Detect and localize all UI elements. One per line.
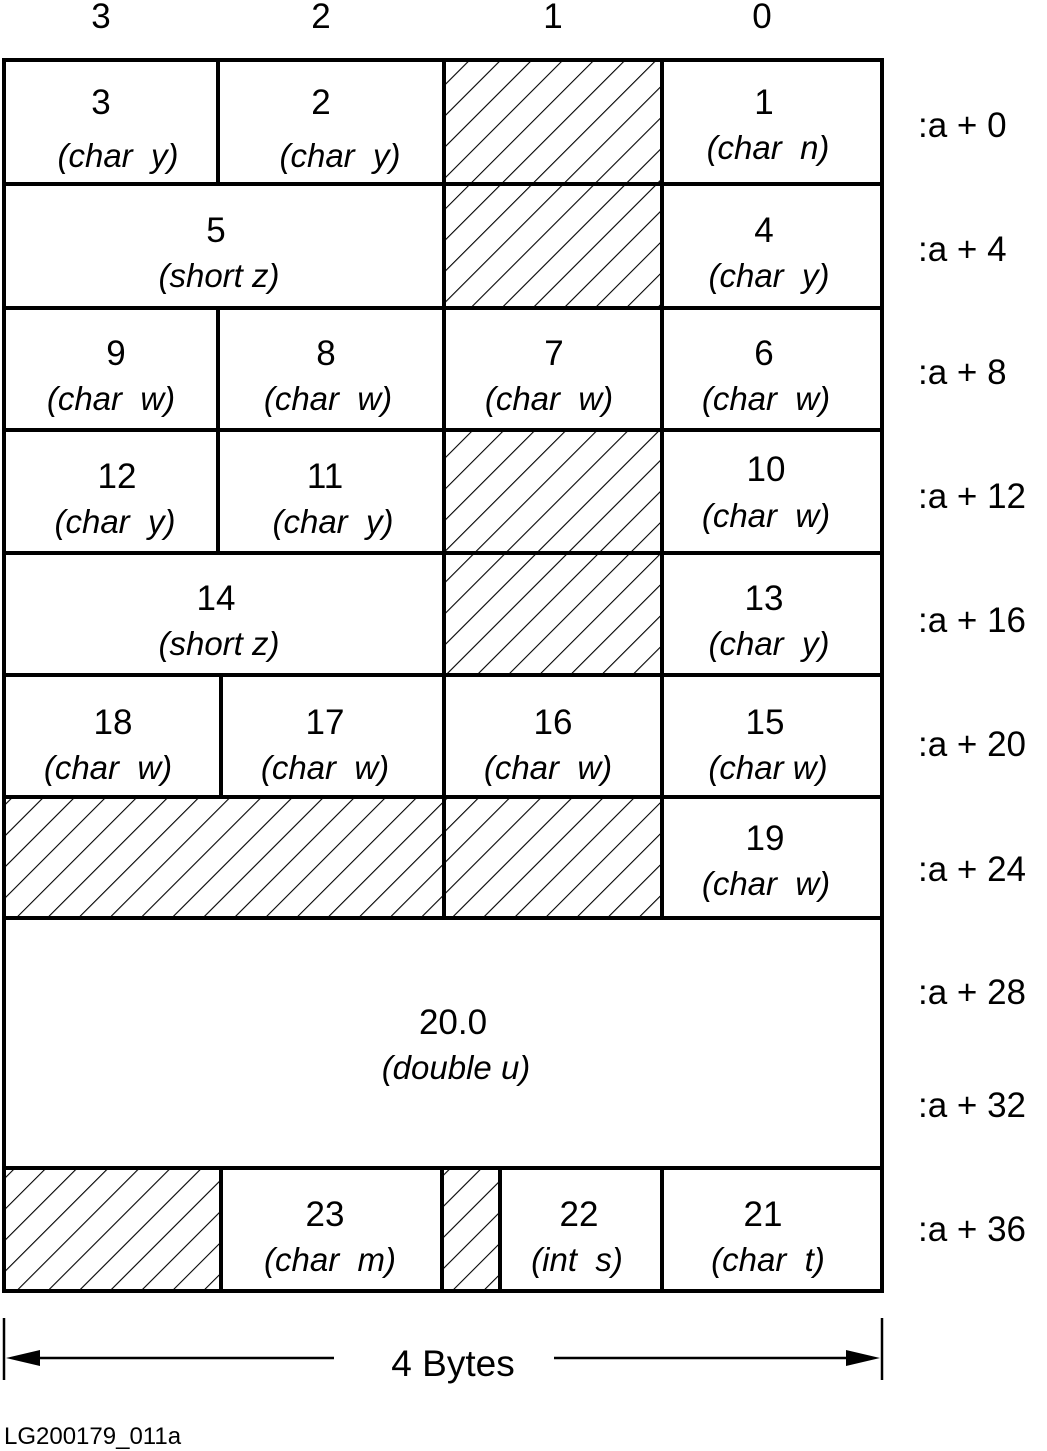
row-offset-16: :a + 16 [918,601,1027,640]
cell-9 [47,334,175,417]
cell-19 [702,819,830,902]
row-offset-24: :a + 24 [918,850,1027,889]
cell-20 [382,1003,531,1086]
cell-1-type: (char n) [706,129,830,166]
cell-11 [272,457,393,540]
cell-5-type: (short z) [158,257,280,294]
cell-20-type: (double u) [381,1049,531,1086]
padding-row0 [444,60,662,184]
cell-17-number: 17 [305,703,345,742]
cell-5 [158,211,279,294]
padding-row9-mid [442,1168,500,1291]
row-offset-32: :a + 32 [918,1086,1027,1125]
cell-9-number: 9 [106,334,126,373]
cell-2-number: 2 [311,83,331,122]
cell-13 [708,579,829,662]
cell-12 [54,457,175,540]
row-offset-28: :a + 28 [918,973,1027,1012]
cell-14 [158,579,279,662]
cell-4-number: 4 [754,211,774,250]
grid-lines [4,60,882,1291]
cell-21-type: (char t) [711,1241,825,1278]
cell-17-type: (char w) [260,749,390,786]
cell-7-number: 7 [544,334,564,373]
width-label: 4 Bytes [391,1343,515,1384]
cell-17 [261,703,389,786]
cell-6-number: 6 [754,334,774,373]
padding-row9-left [4,1168,221,1291]
column-header-1: 1 [543,0,563,36]
cell-6 [702,334,830,417]
cell-2-type: (char y) [279,137,401,174]
cell-18-number: 18 [93,703,133,742]
cell-22-type: (int s) [531,1241,623,1278]
padding-row4 [444,553,662,675]
cell-1-number: 1 [754,83,774,122]
cell-7 [485,334,613,417]
cell-9-type: (char w) [46,380,176,417]
cell-15-number: 15 [745,703,785,742]
row-offsets [918,106,1026,1249]
cell-20-number: 20.0 [418,1003,488,1042]
cell-4 [708,211,829,294]
cell-23 [264,1195,396,1278]
padding-row1 [444,184,662,308]
column-header-3: 3 [91,0,111,36]
cell-10-number: 10 [746,450,786,489]
padding-row6-mid [444,797,662,918]
cell-8-number: 8 [316,334,336,373]
cell-18 [44,703,172,786]
cell-13-number: 13 [744,579,784,618]
cell-8 [264,334,392,417]
row-offset-4: :a + 4 [918,230,1007,269]
cell-10 [702,450,830,534]
cell-5-number: 5 [206,211,226,250]
cell-11-type: (char y) [272,503,394,540]
cell-6-type: (char w) [701,380,831,417]
cell-8-type: (char w) [263,380,393,417]
cell-3-number: 3 [91,83,111,122]
row-offset-12: :a + 12 [918,477,1027,516]
cell-18-type: (char w) [43,749,173,786]
cell-22-number: 22 [559,1195,599,1234]
cell-21 [711,1195,825,1278]
cell-3-type: (char y) [57,137,179,174]
cell-4-type: (char y) [708,257,830,294]
cell-14-type: (short z) [158,625,280,662]
cell-16 [484,703,612,786]
arrowhead-left-icon [6,1350,40,1366]
row-offset-20: :a + 20 [918,725,1027,764]
column-header-0: 0 [752,0,772,36]
cell-1 [707,83,830,166]
cell-19-type: (char w) [701,865,831,902]
cell-15-type: (char w) [708,749,828,786]
cell-10-type: (char w) [701,497,831,534]
row-offset-0: :a + 0 [918,106,1007,145]
cell-16-number: 16 [533,703,573,742]
row-offset-8: :a + 8 [918,353,1007,392]
cell-21-number: 21 [743,1195,783,1234]
row-offset-36: :a + 36 [918,1210,1027,1249]
cell-13-type: (char y) [708,625,830,662]
cell-2 [279,83,400,174]
cell-14-number: 14 [196,579,236,618]
column-header-2: 2 [311,0,331,36]
cell-23-number: 23 [305,1195,345,1234]
cell-12-number: 12 [97,457,137,496]
arrowhead-right-icon [846,1350,880,1366]
figure-code: LG200179_011a [4,1423,182,1450]
cell-15 [708,703,827,786]
padding-row3 [444,430,662,553]
cell-11-number: 11 [306,457,344,496]
cell-7-type: (char w) [484,380,614,417]
padding-row6-left [4,797,444,918]
cell-19-number: 19 [745,819,785,858]
cell-22 [531,1195,623,1278]
cell-3 [57,83,178,174]
cell-12-type: (char y) [54,503,176,540]
cell-16-type: (char w) [483,749,613,786]
cell-23-type: (char m) [264,1241,396,1278]
